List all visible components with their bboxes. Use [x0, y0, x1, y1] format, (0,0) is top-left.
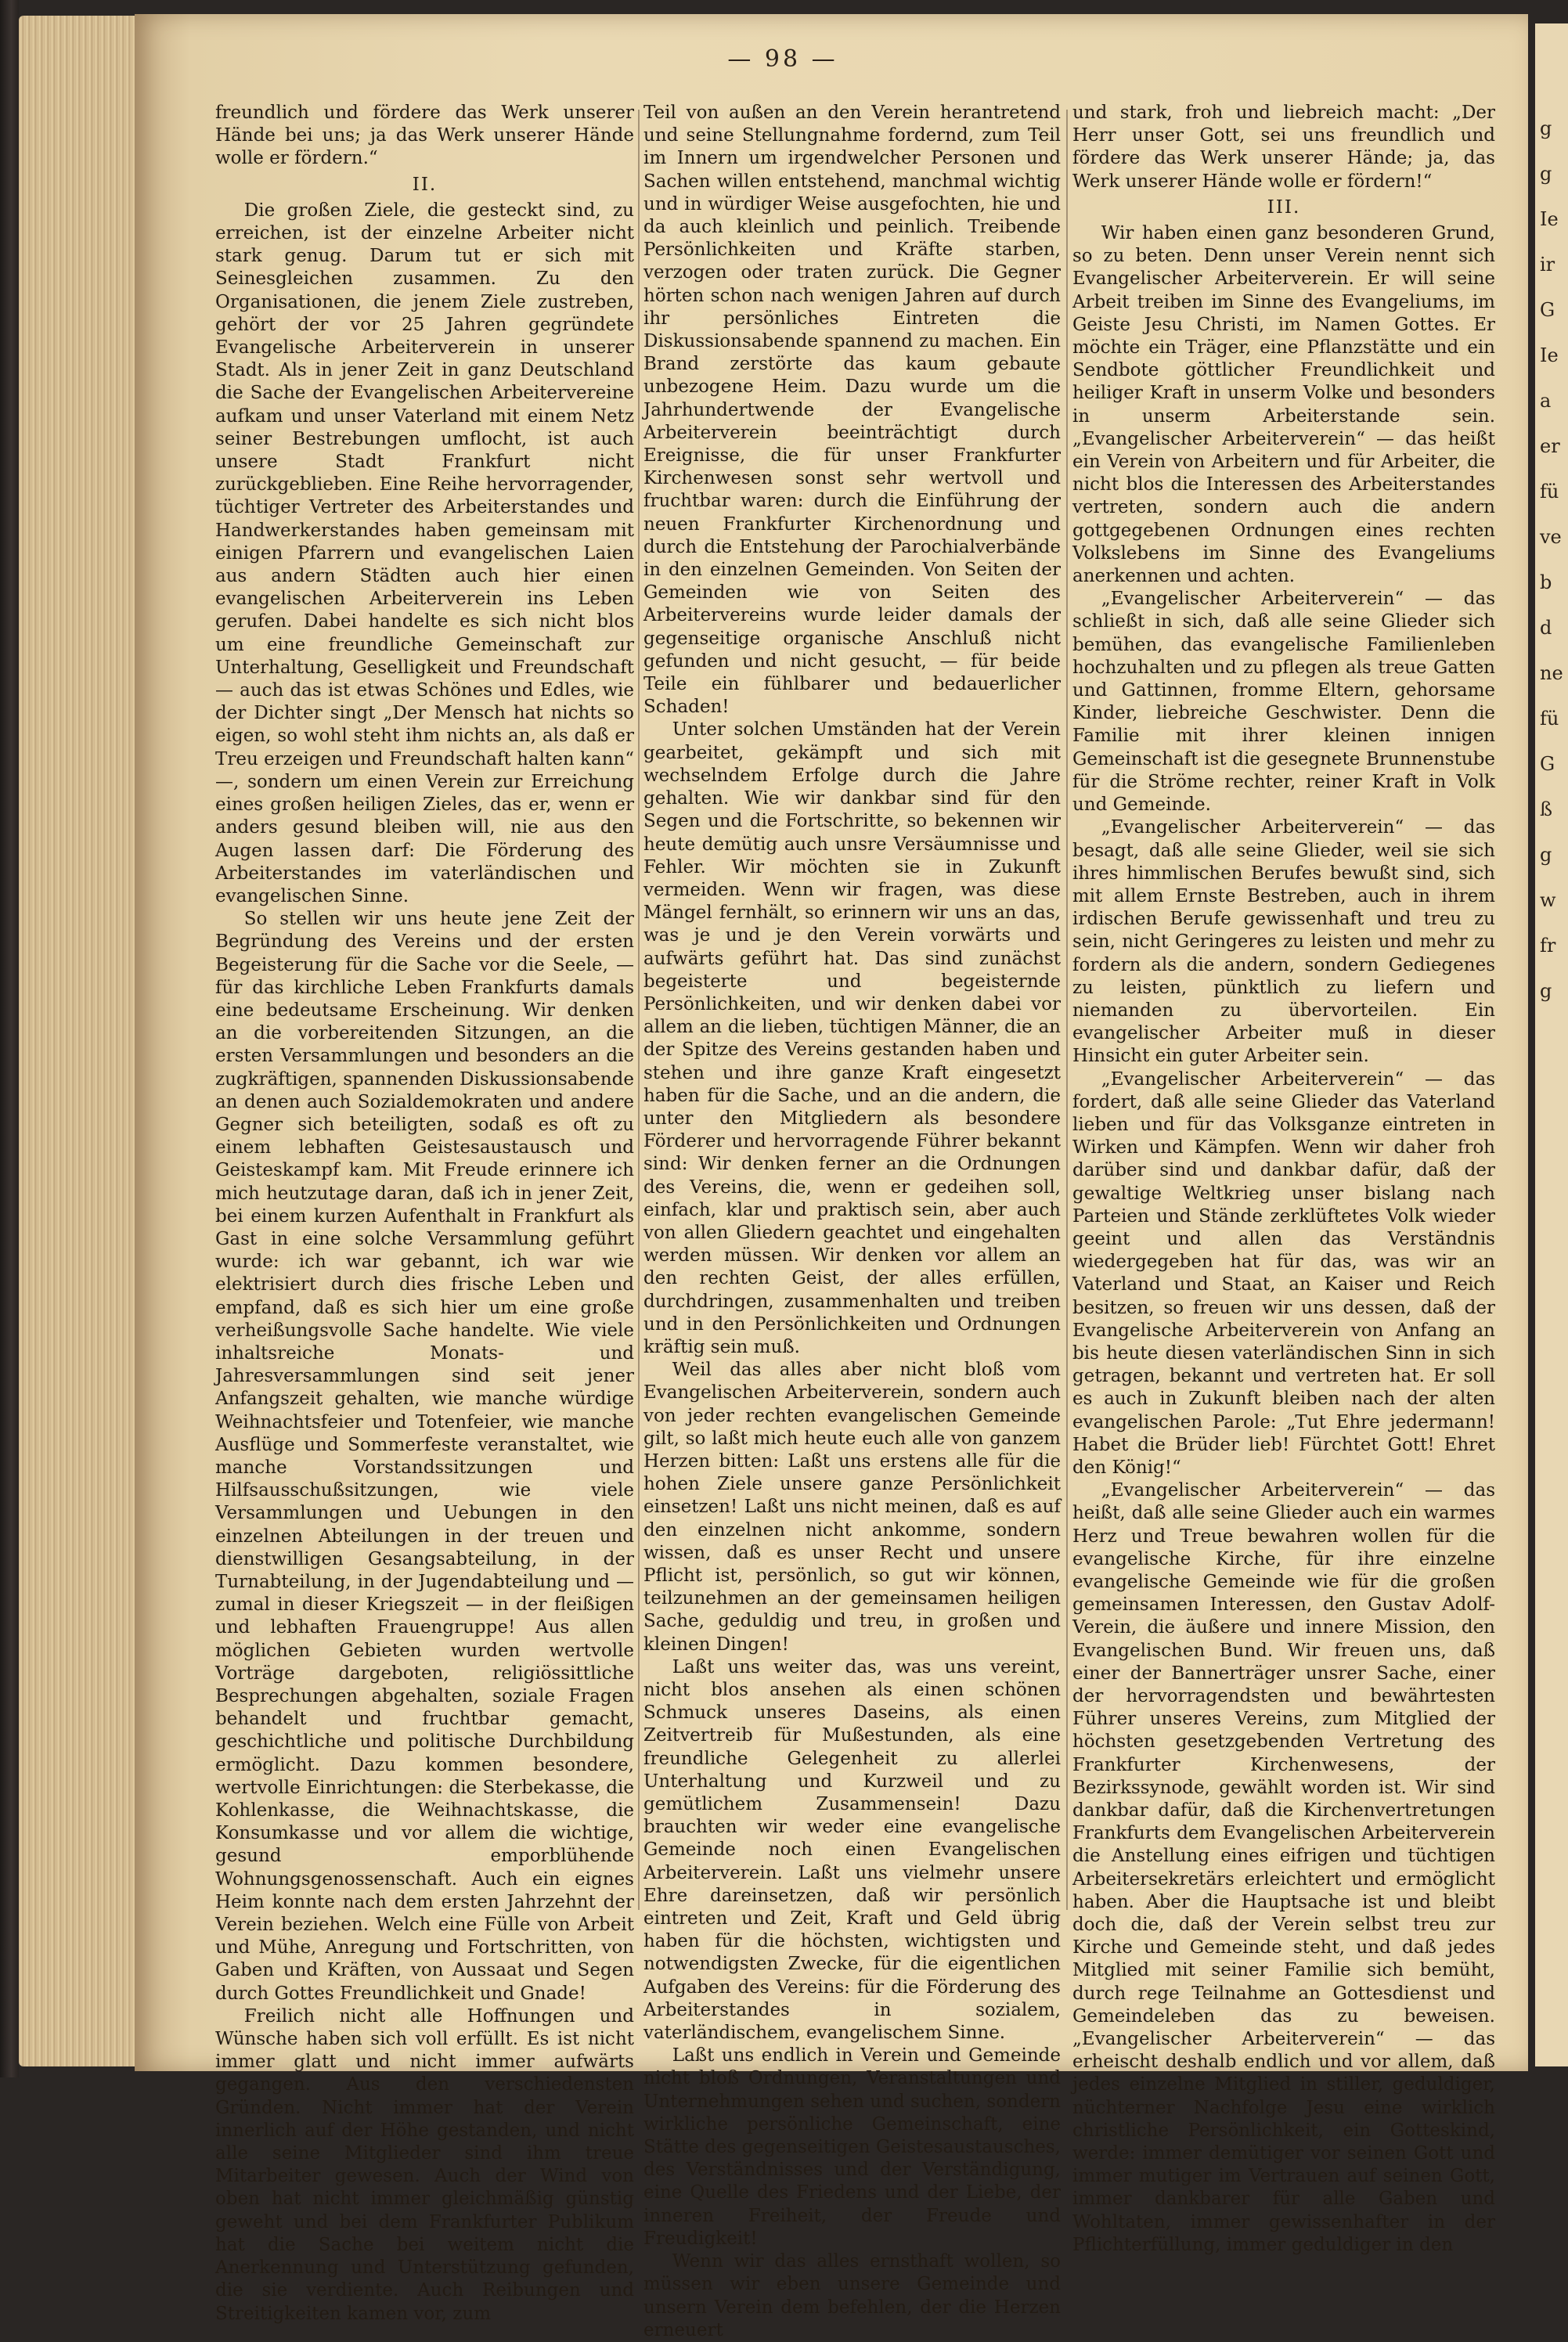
adjacent-page-fragment: g: [1540, 117, 1552, 139]
adjacent-page-fragment: fü: [1540, 481, 1559, 503]
adjacent-page-fragment: ß: [1540, 798, 1553, 820]
paragraph: und stark, froh und liebreich macht: „Der Herr unser Gott, sei uns freundlich und fördere das Werk unserer Hände; ja, das Werk unserer Hände wolle er fördern!“: [1072, 103, 1495, 192]
paragraph: Die großen Ziele, die gesteckt sind, zu erreichen, ist der einzelne Arbeiter nicht stark genug. Darum tut er sich mit Seinesgleichen zusammen. Zu den Organisationen, die jenem Ziele zustreben, gehört der vor 25 Jahren gegründete Evangelische Arbeiterverein in unserer Stadt. Als in jener Zeit in ganz Deutschland die Sache der Evangelischen Arbeitervereine aufkam und unser Vaterland mit einem Netz seiner Bestrebungen umflocht, ist auch unsere Stadt Frankfurt nicht zurückgeblieben. Eine Reihe hervorragender, tüchtiger Vertreter des Arbeiterstandes und Handwerkerstandes haben gemeinsam mit einigen Pfarrern und evangelischen Laien aus andern Städten auch hier einen evangelischen Arbeiterverein ins Leben gerufen. Dabei handelte es sich nicht blos um eine freundliche Gemeinschaft zur Unterhaltung, Geselligkeit und Freundschaft — auch das ist etwas Schönes und Edles, wie der Dichter singt „Der Mensch hat nichts so eigen, so wohl steht ihm nichts an, als daß er Treu erzeigen und Freundschaft halten kann“ —, sondern um einen Verein zur Erreichung eines großen heiligen Zieles, das er, wenn er anders gesund bleiben will, nie aus den Augen lassen darf: Die Förderung des Arbeiterstandes im vaterländischen und evangelischen Sinne.: [215, 200, 634, 906]
adjacent-page-fragment: G: [1540, 299, 1555, 321]
paragraph: Laßt uns weiter das, was uns vereint, nicht blos ansehen als einen schönen Schmuck unseres Daseins, als einen Zeitvertreib für Mußestunden, als eine freundliche Gelegenheit zu allerlei Unterhaltung und Kurzweil und zu gemütlichem Zusammensein! Dazu brauchten wir weder eine evangelische Gemeinde noch einen Evangelischen Arbeiterverein. Laßt uns vielmehr unsere Ehre dareinsetzen, daß wir persönlich eintreten und Zeit, Kraft und Geld übrig haben für die höchsten, wichtigsten und notwendigsten Zwecke, für die eigentlichen Aufgaben des Vereins: für die Förderung des Arbeiterstandes in sozialem, vaterländischem, evangelischem Sinne.: [643, 1656, 1061, 2044]
page-number: — 98 —: [727, 45, 838, 73]
paragraph: Wir haben einen ganz besonderen Grund, so zu beten. Denn unser Verein nennt sich Evangelischer Arbeiterverein. Er will seine Arbeit treiben im Sinne des Evangeliums, im Geiste Jesu Christi, im Namen Gottes. Er möchte ein Träger, eine Pflanzstätte und ein Sendbote göttlicher Freundlichkeit und heiliger Kraft in unserm Volke und besonders in unserm Arbeiterstande sein. „Evangelischer Arbeiterverein“ — das heißt ein Verein von Arbeitern und für Arbeiter, die nicht blos die Interessen des Arbeiterstandes vertreten, sondern auch die andern gottgegebenen Ordnungen eines rechten Volkslebens im Sinne des Evangeliums anerkennen und achten.: [1072, 223, 1495, 587]
section-heading: II.: [412, 174, 438, 195]
paragraph: „Evangelischer Arbeiterverein“ — das fordert, daß alle seine Glieder das Vaterland lieben und für das Volksganze eintreten in Wirken und Kämpfen. Wenn wir daher froh darüber sind und dankbar dafür, daß der gewaltige Weltkrieg unser bislang nach Parteien und Stände zerklüftetes Volk wieder geeint und allen das Verständnis wiedergegeben hat für das, was wir an Vaterland und Staat, an Kaiser und Reich besitzen, so freuen wir uns dessen, daß der Evangelische Arbeiterverein von Anfang an bis heute diesen vaterländischen Sinn in sich getragen, bekannt und vertreten hat. Er soll es auch in Zukunft bleiben nach der alten evangelischen Parole: „Tut Ehre jedermann! Habet die Brüder lieb! Fürchtet Gott! Ehret den König!“: [1072, 1068, 1495, 1478]
text-column-2: [643, 102, 1061, 2340]
column-rule: [638, 110, 640, 1910]
paragraph: Wenn wir das alles ernsthaft wollen, so müssen wir eben unsere Gemeinde und unsern Verein dem befehlen, der die Herzen erneuert: [643, 2251, 1061, 2340]
paragraph: Laßt uns endlich in Verein und Gemeinde nicht bloß Ordnungen, Veranstaltungen und Unternehmungen sehen und suchen, sondern wirkliche persönliche Gemeinschaft, eine Stätte des gegenseitigen Geistesaustausches, des Verständnisses und der Verständigung, eine Quelle des Friedens und der Liebe, der inneren Freiheit, der Freude und Freudigkeit!: [643, 2045, 1061, 2249]
paragraph: Teil von außen an den Verein herantretend und seine Stellungnahme fordernd, zum Teil im Innern um irgendwelcher Personen und Sachen willen entstehend, manchmal wichtig und in würdiger Weise ausgefochten, hie und da auch kleinlich und peinlich. Treibende Persönlichkeiten und Kräfte starben, verzogen oder traten zurück. Die Gegner hörten schon nach wenigen Jahren auf durch ihr persönliches Eintreten die Diskussionsabende spannend zu machen. Ein Brand zerstörte das kaum gebaute unbezogene Heim. Dazu wurde um die Jahrhundertwende der Evangelische Arbeiterverein beeinträchtigt durch Ereignisse, die für unser Frankfurter Kirchenwesen sonst sehr wertvoll und fruchtbar waren: durch die Einführung der neuen Frankfurter Kirchenordnung und durch die Entstehung der Parochialverbände in den einzelnen Gemeinden. Von Seiten der Gemeinden wie von Seiten des Arbeitervereins wurde leider damals der gegenseitige organische Anschluß nicht gefunden und nicht gesucht, — für beide Teile ein fühlbarer und bedauerlicher Schaden!: [643, 103, 1061, 718]
page-edges: [19, 16, 144, 2066]
adjacent-page-fragment: d: [1540, 617, 1552, 639]
adjacent-page-fragment: w: [1540, 889, 1556, 911]
adjacent-page-fragment: b: [1540, 571, 1552, 593]
paragraph: So stellen wir uns heute jene Zeit der Begründung des Vereins und der ersten Begeisterung für die Sache vor die Seele, — für das kirchliche Leben Frankfurts damals eine bedeutsame Erscheinung. Wir denken an die vorbereitenden Sitzungen, an die ersten Versammlungen und besonders an die zugkräftigen, spannenden Diskussionsabende an denen auch Sozialdemokraten und andere Gegner sich beteiligten, sodaß es oft zu einem lebhaften Geistesaustausch und Geisteskampf kam. Mit Freude erinnere ich mich heutzutage daran, daß ich in jener Zeit, bei einem kurzen Aufenthalt in Frankfurt als Gast in eine solche Versammlung geführt wurde: ich war gebannt, ich war wie elektrisiert durch dies frische Leben und empfand, daß es sich hier um eine große verheißungsvolle Sache handelte. Wie viele inhaltsreiche Monats- und Jahresversammlungen sind seit jener Anfangszeit gehalten, wie manche würdige Weihnachtsfeier und Totenfeier, wie manche Ausflüge und Sommerfeste veranstaltet, wie manche Vorstandssitzungen und Hilfsausschußsitzungen, wie viele Versammlungen und Uebungen in den einzelnen Abteilungen in der treuen und dienstwilligen Gesangsabteilung, in der Turnabteilung, in der Jugendabteilung und — zumal in dieser Kriegszeit — in der fleißigen und lebhaften Frauengruppe! Aus allen möglichen Gebieten wurden wertvolle Vorträge dargeboten, religiössittliche Besprechungen abgehalten, soziale Fragen behandelt und fruchtbar gemacht, geschichtliche und politische Durchbildung ermöglicht. Dazu kommen besondere, wertvolle Einrichtungen: die Sterbekasse, die Kohlenkasse, die Weihnachtskasse, die Konsumkasse und vor allem die wichtige, gesund emporblühende Wohnungsgenossenschaft. Auch ein eignes Heim konnte nach dem ersten Jahrzehnt der Verein beziehen. Welch eine Fülle von Arbeit und Mühe, Anregung und Fortschritten, von Gaben und Kräften, von Aussaat und Segen durch Gottes Freundlichkeit und Gnade!: [215, 909, 634, 2004]
adjacent-page-fragment: g: [1540, 980, 1552, 1002]
adjacent-page-fragment: fü: [1540, 708, 1559, 730]
adjacent-page-fragment: ve: [1540, 526, 1562, 548]
paragraph: „Evangelischer Arbeiterverein“ — das schließt in sich, daß alle seine Glieder sich bemühen, das evangelische Familienleben hochzuhalten und zu pflegen als treue Gatten und Gattinnen, fromme Eltern, gehorsame Kinder, liebreiche Geschwister. Denn die Familie mit ihrer kleinen innigen Gemeinschaft ist die gesegnete Brunnenstube für die Ströme rechter, reiner Kraft in Volk und Gemeinde.: [1072, 589, 1495, 816]
section-heading: III.: [1267, 196, 1301, 218]
adjacent-page-fragment: a: [1540, 390, 1552, 412]
paragraph: Weil das alles aber nicht bloß vom Evangelischen Arbeiterverein, sondern auch von jeder rechten evangelischen Gemeinde gilt, so laßt mich heute euch alle von ganzem Herzen bitten: Laßt uns erstens alle für die hohen Ziele unsere ganze Persönlichkeit einsetzen! Laßt uns nicht meinen, daß es auf den einzelnen nicht ankomme, sondern wissen, daß es unser Recht und unsere Pflicht ist, persönlich, so gut wir können, teilzunehmen an der gemeinsamen heiligen Sache, geduldig und treu, in großen und kleinen Dingen!: [643, 1360, 1061, 1655]
adjacent-page-fragment: ne: [1540, 662, 1563, 684]
paragraph: „Evangelischer Arbeiterverein“ — das besagt, daß alle seine Glieder, weil sie sich ihres himmlischen Berufes bewußt sind, sich mit allem Ernste Bestreben, auch in ihrem irdischen Berufe gewissenhaft und treu zu sein, nicht Geringeres zu leisten und mehr zu fordern als die andern, sondern Gediegenes zu leisten, pünktlich zu liefern und niemanden zu übervorteilen. Ein evangelischer Arbeiter muß in dieser Hinsicht ein guter Arbeiter sein.: [1072, 817, 1495, 1067]
adjacent-page-fragment: fr: [1540, 935, 1556, 957]
adjacent-page-fragment: ir: [1540, 254, 1555, 276]
text-column-1: [215, 102, 634, 2324]
adjacent-page-fragment: g: [1540, 163, 1552, 185]
adjacent-page-fragment: Ie: [1540, 344, 1559, 366]
adjacent-page-edge: [1533, 23, 1568, 2066]
adjacent-page-fragment: G: [1540, 753, 1555, 775]
paragraph: Freilich nicht alle Hoffnungen und Wünsche haben sich voll erfüllt. Es ist nicht immer glatt und nicht immer aufwärts gegangen. Aus den verschiedensten Gründen. Nicht immer hat der Verein innerlich auf der Höhe gestanden, und nicht alle seine Mitglieder sind ihm treue Mitarbeiter gewesen. Auch der Wind von oben hat nicht immer gleichmäßig günstig geweht und bei dem Frankfurter Publikum hat die Sache bei weitem nicht die Anerkennung und Unterstützung gefunden, die sie verdiente. Auch Reibungen und Streitigkeiten kamen vor, zum: [215, 2005, 634, 2324]
paragraph: „Evangelischer Arbeiterverein“ — das heißt, daß alle seine Glieder auch ein warmes Herz und Treue bewahren wollen für die evangelische Kirche, für ihre einzelne evangelische Gemeinde wie für die großen gemeinsamen Interessen, den Gustav Adolf-Verein, die äußere und innere Mission, den Evangelischen Bund. Wir freuen uns, daß einer der Bannerträger unsrer Sache, einer der hervorragendsten und bewährtesten Führer unseres Vereins, zum Mitglied der höchsten gesetzgebenden Vertretung des Frankfurter Kirchenwesens, der Bezirkssynode, gewählt worden ist. Wir sind dankbar dafür, daß die Kirchenvertretungen Frankfurts dem Evangelischen Arbeiterverein die Anstellung eines eifrigen und tüchtigen Arbeitersekretärs erleichtert und ermöglicht haben. Aber die Hauptsache ist und bleibt doch die, daß der Verein selbst treu zur Kirche und Gemeinde steht, und daß jedes Mitglied mit seiner Familie sich bemüht, durch rege Teilnahme an Gottesdienst und Gemeindeleben das zu beweisen. „Evangelischer Arbeiterverein“ — das erheischt deshalb endlich und vor allem, daß jedes einzelne Mitglied in stiller, geduldiger, nüchterner Nachfolge Jesu eine wirklich christliche Persönlichkeit, ein Gotteskind, werde: immer demütiger vor seinen Gott und immer mutiger im Vertrauen auf seinen Gott, immer dankbarer für alle Gaben und Wohltaten, immer gewissenhafter in der Pflichterfüllung, immer geduldiger in den: [1072, 1480, 1495, 2255]
book-binding: [0, 0, 19, 2077]
adjacent-page-fragment: er: [1540, 435, 1560, 457]
paragraph: Unter solchen Umständen hat der Verein gearbeitet, gekämpft und sich mit wechselndem Erfolge durch die Jahre gehalten. Wie wir dankbar sind für den Segen und die Fortschritte, so bekennen wir heute demütig auch unsre Versäumnisse und Fehler. Wir möchten sie in Zukunft vermeiden. Wenn wir fragen, was diese Mängel fernhält, so erinnern wir uns an das, was je und je den Verein vorwärts und aufwärts geführt hat. Das sind zunächst begeisterte und begeisternde Persönlichkeiten, und wir denken dabei vor allem an die lieben, tüchtigen Männer, die an der Spitze des Vereins gestanden haben und stehen und ihre ganze Kraft eingesetzt haben für die Sache, und an die andern, die unter den Mitgliedern als besondere Förderer und hervorragende Führer bekannt sind: Wir denken ferner an die Ordnungen des Vereins, die, wenn er gedeihen soll, einfach, klar und praktisch sein, aber auch von allen Gliedern geachtet und eingehalten werden müssen. Wir denken vor allem an den rechten Geist, der alles erfüllen, durchdringen, zusammenhalten und treiben und in den Persönlichkeiten und Ordnungen kräftig sein muß.: [643, 719, 1061, 1357]
adjacent-page-fragment: Ie: [1540, 208, 1559, 230]
column-rule: [1066, 110, 1068, 1910]
adjacent-page-fragment: g: [1540, 844, 1552, 866]
paragraph: freundlich und fördere das Werk unserer Hände bei uns; ja das Werk unserer Hände wolle er fördern.“: [215, 103, 634, 169]
text-column-3: [1072, 102, 1495, 2255]
